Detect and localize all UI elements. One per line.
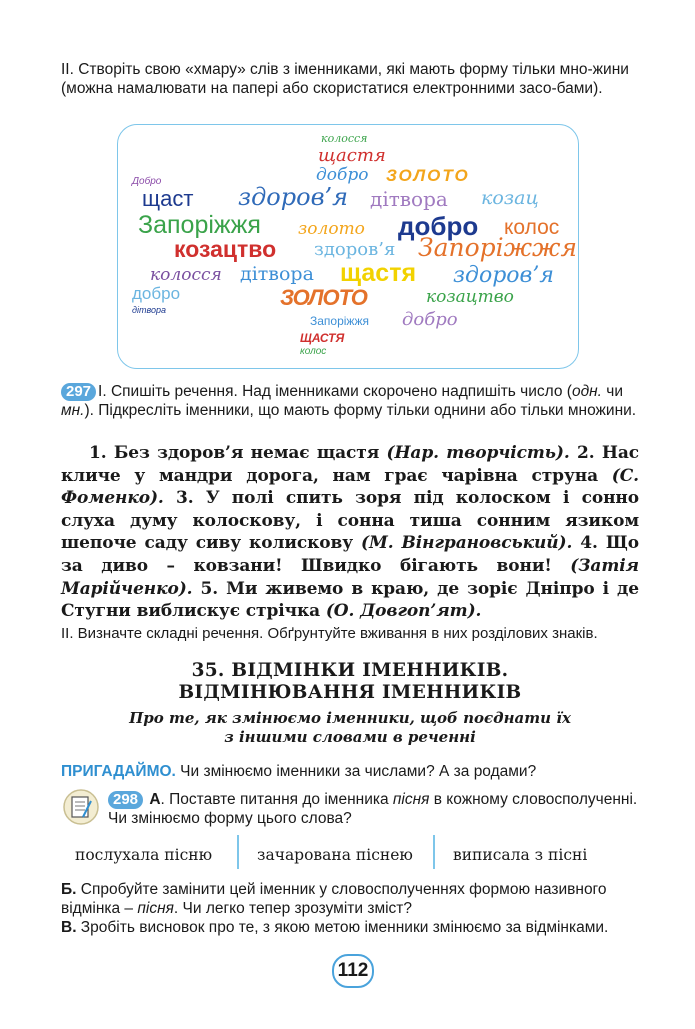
cloud-word: щаст [142, 186, 194, 211]
cloud-word: колосся [150, 265, 222, 285]
exercise-298-task-a: 298 А. Поставте питання до іменника пісня в кожному словосполученні. Чи змінюємо форму цього слова? [108, 791, 638, 827]
cloud-word: Запоріжжя [138, 211, 261, 239]
cloud-word: дітвора [132, 305, 166, 315]
cloud-word: щастя [318, 145, 386, 166]
cloud-word: Добро [132, 176, 162, 187]
exercise-298-task-b: Б. Спробуйте замінити цей іменник у словосполученнях формою називного відмінка – пісня. Чи легко тепер зрозуміти зміст? [61, 881, 607, 917]
phrase-divider [237, 835, 239, 869]
phrase: виписала з пісні [453, 846, 588, 864]
cloud-word: здоров’я [453, 263, 554, 288]
phrase: послухала пісню [75, 846, 213, 864]
cloud-word: щастя [340, 259, 417, 287]
exercise-297-task: 297 І. Спишіть речення. Над іменниками скорочено надпишіть число (одн. чи мн.). Підкресліть іменники, що мають форму тільки однини або тільки множини. [61, 383, 637, 419]
cloud-word: ЗОЛОТО [280, 285, 367, 310]
cloud-word: козацтво [174, 236, 277, 262]
page-number: 112 [332, 954, 374, 988]
cloud-word: золото [298, 219, 365, 239]
notebook-icon [63, 787, 99, 827]
cloud-word: козац [481, 187, 539, 209]
cloud-word: колосся [321, 132, 368, 145]
word-cloud [117, 124, 579, 369]
task-ii-cloud: II. Створіть свою «хмару» слів з іменниками, які мають форму тільки мно-жини (можна намалювати на папері або скористатися електронними засо-бами). [61, 61, 629, 97]
phrase-row [61, 835, 639, 871]
cloud-word: добро [402, 309, 458, 330]
section-subtitle: Про те, як змінюємо іменники, щоб поєднати їх з іншими словами в реченні [129, 709, 571, 746]
exercise-297-task-ii: ІІ. Визначте складні речення. Обґрунтуйте вживання в них розділових знаків. [61, 625, 598, 642]
cloud-word: ЗОЛОТО [386, 166, 470, 185]
phrase: зачарована піснею [257, 846, 413, 864]
exercise-297-sentences: 1. Без здоров’я немає щастя (Нар. творчість). 2. Нас кличе у мандри дорога, нам грає чарівна струна (С. Фоменко). 3. У полі спить зоря під колоском і сонно слуха думу колоскову, і сонна тиша сонним язиком шепоче саду сиву колискову (М. Вінграновський). 4. Що за диво – ковзани! Швидко бігають вони! (Затія Марійченко). 5. Ми живемо в краю, де зоріє Дніпро і де Стугни виблискує стрічка (О. Довгоп’ят). [61, 443, 640, 622]
cloud-word: здоров’я [238, 183, 349, 211]
cloud-word: Запоріжжя [310, 314, 369, 328]
section-title: 35. ВІДМІНКИ ІМЕННИКІВ. ВІДМІНЮВАННЯ ІМЕННИКІВ [178, 660, 522, 703]
cloud-word: колос [300, 346, 327, 357]
remember-block: ПРИГАДАЙМО. Чи змінюємо іменники за числами? А за родами? [61, 763, 537, 780]
exercise-number-badge: 298 [108, 791, 143, 809]
exercise-number-badge: 297 [61, 383, 96, 401]
cloud-word: козацтво [426, 287, 514, 307]
cloud-word: добро [398, 211, 479, 241]
cloud-word: дітвора [240, 263, 314, 285]
cloud-word: ЩАСТЯ [300, 331, 345, 345]
cloud-word: здоров’я [314, 239, 396, 260]
cloud-word: Запоріжжя [418, 233, 578, 262]
phrase-divider [433, 835, 435, 869]
cloud-word: добро [316, 165, 369, 185]
cloud-word: дітвора [370, 187, 448, 211]
cloud-word: добро [132, 284, 181, 303]
exercise-298-task-v: В. Зробіть висновок про те, з якою метою іменники змінюємо за відмінками. [61, 919, 609, 936]
remember-label: ПРИГАДАЙМО. [61, 763, 176, 780]
cloud-word: колос [504, 216, 560, 239]
